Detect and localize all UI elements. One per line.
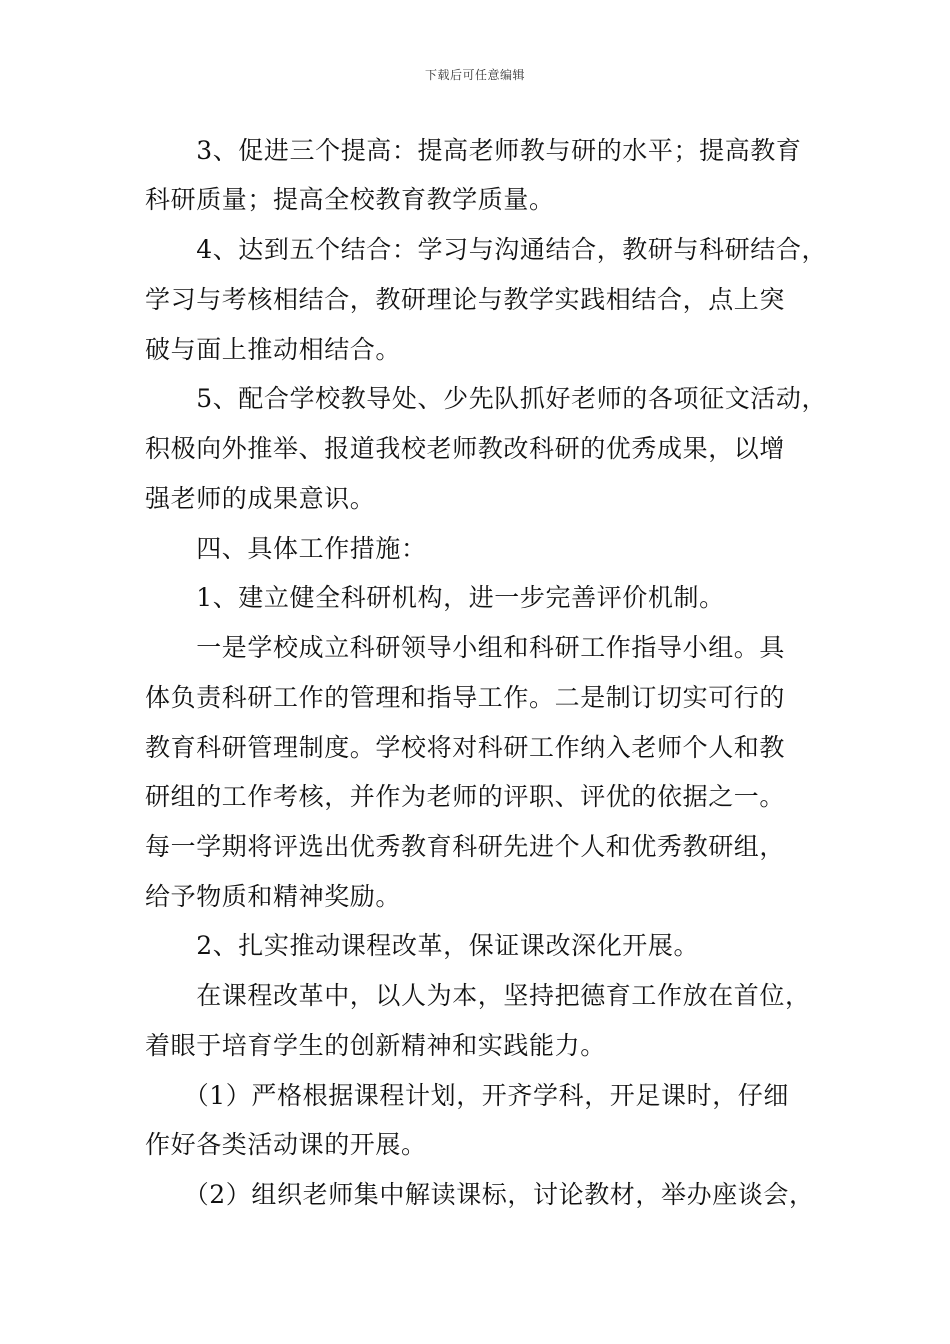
- paragraph-line: 积极向外推举、报道我校老师教改科研的优秀成果，以增: [145, 434, 786, 463]
- section-heading: 四、具体工作措施：: [145, 534, 427, 563]
- subsection-heading: 2、扎实推动课程改革，保证课改深化开展。: [145, 931, 700, 960]
- paragraph-line: 作好各类活动课的开展。: [145, 1130, 427, 1159]
- paragraph-line: 科研质量；提高全校教育教学质量。: [145, 185, 555, 214]
- paragraph-line: 体负责科研工作的管理和指导工作。二是制订切实可行的: [145, 683, 786, 712]
- paragraph-line: （1）严格根据课程计划，开齐学科，开足课时，仔细: [145, 1081, 790, 1110]
- paragraph-line: 一是学校成立科研领导小组和科研工作指导小组。具: [145, 633, 786, 662]
- page-header: 下载后可任意编辑: [424, 68, 525, 82]
- paragraph-line: 每一学期将评选出优秀教育科研先进个人和优秀教研组，: [145, 832, 786, 861]
- paragraph-line: 强老师的成果意识。: [145, 484, 376, 513]
- subsection-heading: 1、建立健全科研机构，进一步完善评价机制。: [145, 583, 725, 612]
- paragraph-line: 在课程改革中，以人为本，坚持把德育工作放在首位，: [145, 981, 811, 1010]
- paragraph-line: 学习与考核相结合，教研理论与教学实践相结合，点上突: [145, 285, 786, 314]
- paragraph-line: 4、达到五个结合：学习与沟通结合，教研与科研结合，: [145, 235, 828, 264]
- paragraph-line: 破与面上推动相结合。: [145, 335, 402, 364]
- paragraph-line: 教育科研管理制度。学校将对科研工作纳入老师个人和教: [145, 733, 786, 762]
- paragraph-line: 5、配合学校教导处、少先队抓好老师的各项征文活动，: [145, 384, 828, 413]
- paragraph-line: 3、促进三个提高：提高老师教与研的水平；提高教育: [145, 136, 802, 165]
- paragraph-line: 着眼于培育学生的创新精神和实践能力。: [145, 1031, 606, 1060]
- paragraph-line: 研组的工作考核，并作为老师的评职、评优的依据之一。: [145, 782, 786, 811]
- paragraph-line: （2）组织老师集中解读课标，讨论教材，举办座谈会，: [145, 1180, 815, 1209]
- paragraph-line: 给予物质和精神奖励。: [145, 882, 402, 911]
